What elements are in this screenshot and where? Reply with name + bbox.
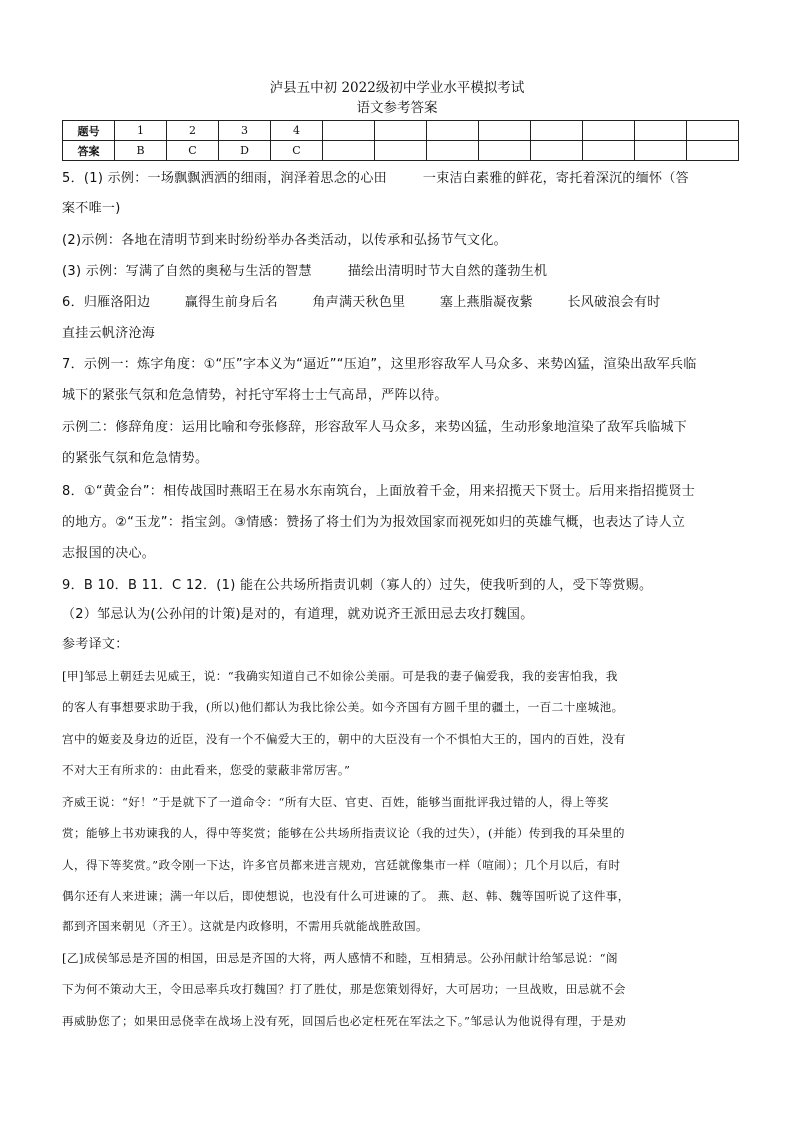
translation-line: 人，得下等奖赏。”政令刚一下达，许多官员都来进言规劝，宫廷就像集市一样（喧闹）；几个月以后，有时 [62,858,621,872]
question-number-cell [479,121,531,141]
q5-line [62,263,547,281]
q5-example-c: (3) 示例：写满了自然的奥秘与生活的智慧 [62,264,312,279]
question-number-cell [531,121,583,141]
translation-heading: 参考译文： [62,637,129,652]
q8-line: 志报国的决心。 [62,546,156,561]
translation-line: [甲]邹忌上朝廷去见威王，说：“我确实知道自己不如徐公美丽。可是我的妻子偏爱我，我的妾害怕我，我 [62,669,618,683]
q5-example-a: 5．(1) 示例：一场飘飘洒洒的细雨，润泽着思念的心田 [62,171,387,186]
answer-cell: C [271,141,323,161]
translation-line: [乙]成侯邹忌是齐国的相国，田忌是齐国的大将，两人感情不和睦，互相猜忌。公孙闬献计给邹忌说：“阁 [62,951,618,965]
answer-cell [375,141,427,161]
q5-line: 案不唯一) [62,201,121,216]
q5-line [62,170,689,188]
translation-line: 下为何不策动大王，令田忌率兵攻打魏国？打了胜仗，那是您策划得好，大可居功；一旦战败，田忌就不会 [62,982,626,996]
answer-cell: D [219,141,271,161]
q5-example-b: 一束洁白素雅的鲜花，寄托着深沉的缅怀（答 [422,171,689,186]
translation-line: 齐威王说：“好！”于是就下了一道命令：“所有大臣、官吏、百姓，能够当面批评我过错的人，得上等奖 [62,795,609,809]
q8-line: 的地方。②“玉龙”：指宝剑。③情感：赞扬了将士们为为报效国家而视死如归的英雄气概，也表达了诗人立 [62,515,686,530]
translation-line: 偶尔还有人来进谏；满一年以后，即使想说，也没有什么可进谏的了。 燕、赵、韩、魏等国听说了这件事， [62,889,630,903]
question-number-cell: 4 [271,121,323,141]
q9-12-line: （2）邹忌认为(公孙闬的计策)是对的，有道理，就劝说齐王派田忌去攻打魏国。 [62,607,534,622]
question-number-cell [635,121,687,141]
question-number-row [63,121,739,141]
question-number-cell [583,121,635,141]
q6-phrase: 赢得生前身后名 [184,295,278,310]
q6-phrase: 角声满天秋色里 [312,295,406,310]
q7-line: 的紧张气氛和危急情势。 [62,451,209,466]
answer-row [63,141,739,161]
q6-phrase: 塞上燕脂凝夜紫 [439,295,534,310]
answer-cell [687,141,739,161]
question-number-cell: 2 [167,121,219,141]
row-label: 答案 [63,141,115,161]
answer-table [62,120,739,161]
q8-line: 8．①“黄金台”：相传战国时燕昭王在易水东南筑台，上面放着千金，用来招揽天下贤士。后用来指招揽贤士 [62,484,696,499]
q6-line [62,294,661,312]
answer-cell [531,141,583,161]
q5-line: (2)示例：各地在清明节到来时纷纷举办各类活动，以传承和弘扬节气文化。 [62,233,507,248]
question-number-cell: 1 [115,121,167,141]
translation-line: 都到齐国来朝见（齐王）。这就是内政修明，不需用兵就能战胜敌国。 [62,919,429,933]
q6-line: 直挂云帆济沧海 [62,326,156,341]
answer-cell [479,141,531,161]
question-number-cell [427,121,479,141]
exam-title: 泸县五中初 2022级初中学业水平模拟考试 [269,80,525,96]
question-number-cell: 3 [219,121,271,141]
question-number-cell [375,121,427,141]
translation-line: 的客人有事想要求助于我，(所以)他们都认为我比徐公美。如今齐国有方圆千里的疆土，一百二十座城池。 [62,700,624,714]
q7-line: 示例二：修辞角度：运用比喻和夸张修辞，形容敌军人马众多，来势凶猛，生动形象地渲染了敌军兵临城下 [62,420,688,435]
q9-12-line: 9．B 10．B 11．C 12．(1) 能在公共场所指责讥刺（寡人的）过失，使我听到的人，受下等赏赐。 [62,578,653,593]
answer-cell [583,141,635,161]
answer-cell [635,141,687,161]
answer-cell: B [115,141,167,161]
answer-cell [323,141,375,161]
q6-phrase: 长风破浪会有时 [567,295,661,310]
row-label: 题号 [63,121,115,141]
q7-line: 城下的紧张气氛和危急情势，衬托守军将士士气高昂，严阵以待。 [62,388,448,403]
answer-cell: C [167,141,219,161]
question-number-cell [323,121,375,141]
question-number-cell [687,121,739,141]
exam-subtitle: 语文参考答案 [356,100,438,116]
q6-phrase: 6．归雁洛阳边 [62,295,151,310]
q5-example-d: 描绘出清明时节大自然的蓬勃生机 [347,264,548,279]
translation-line: 不对大王有所求的：由此看来，您受的蒙蔽非常厉害。” [62,763,351,777]
translation-line: 宫中的姬妾及身边的近臣，没有一个不偏爱大王的，朝中的大臣没有一个不惧怕大王的，国内的百姓，没有 [62,732,626,746]
q7-line: 7．示例一：炼字角度：①“压”字本义为“逼近”“压迫”，这里形容敌军人马众多、来势凶猛，渲染出敌军兵临 [62,357,697,372]
translation-line: 赏；能够上书劝谏我的人，得中等奖赏；能够在公共场所指责议论（我的过失），(并能）传到我的耳朵里的 [62,826,625,840]
translation-line: 再威胁您了；如果田忌侥幸在战场上没有死，回国后也必定枉死在军法之下。”邹忌认为他说得有理，于是劝 [62,1014,627,1028]
answer-cell [427,141,479,161]
